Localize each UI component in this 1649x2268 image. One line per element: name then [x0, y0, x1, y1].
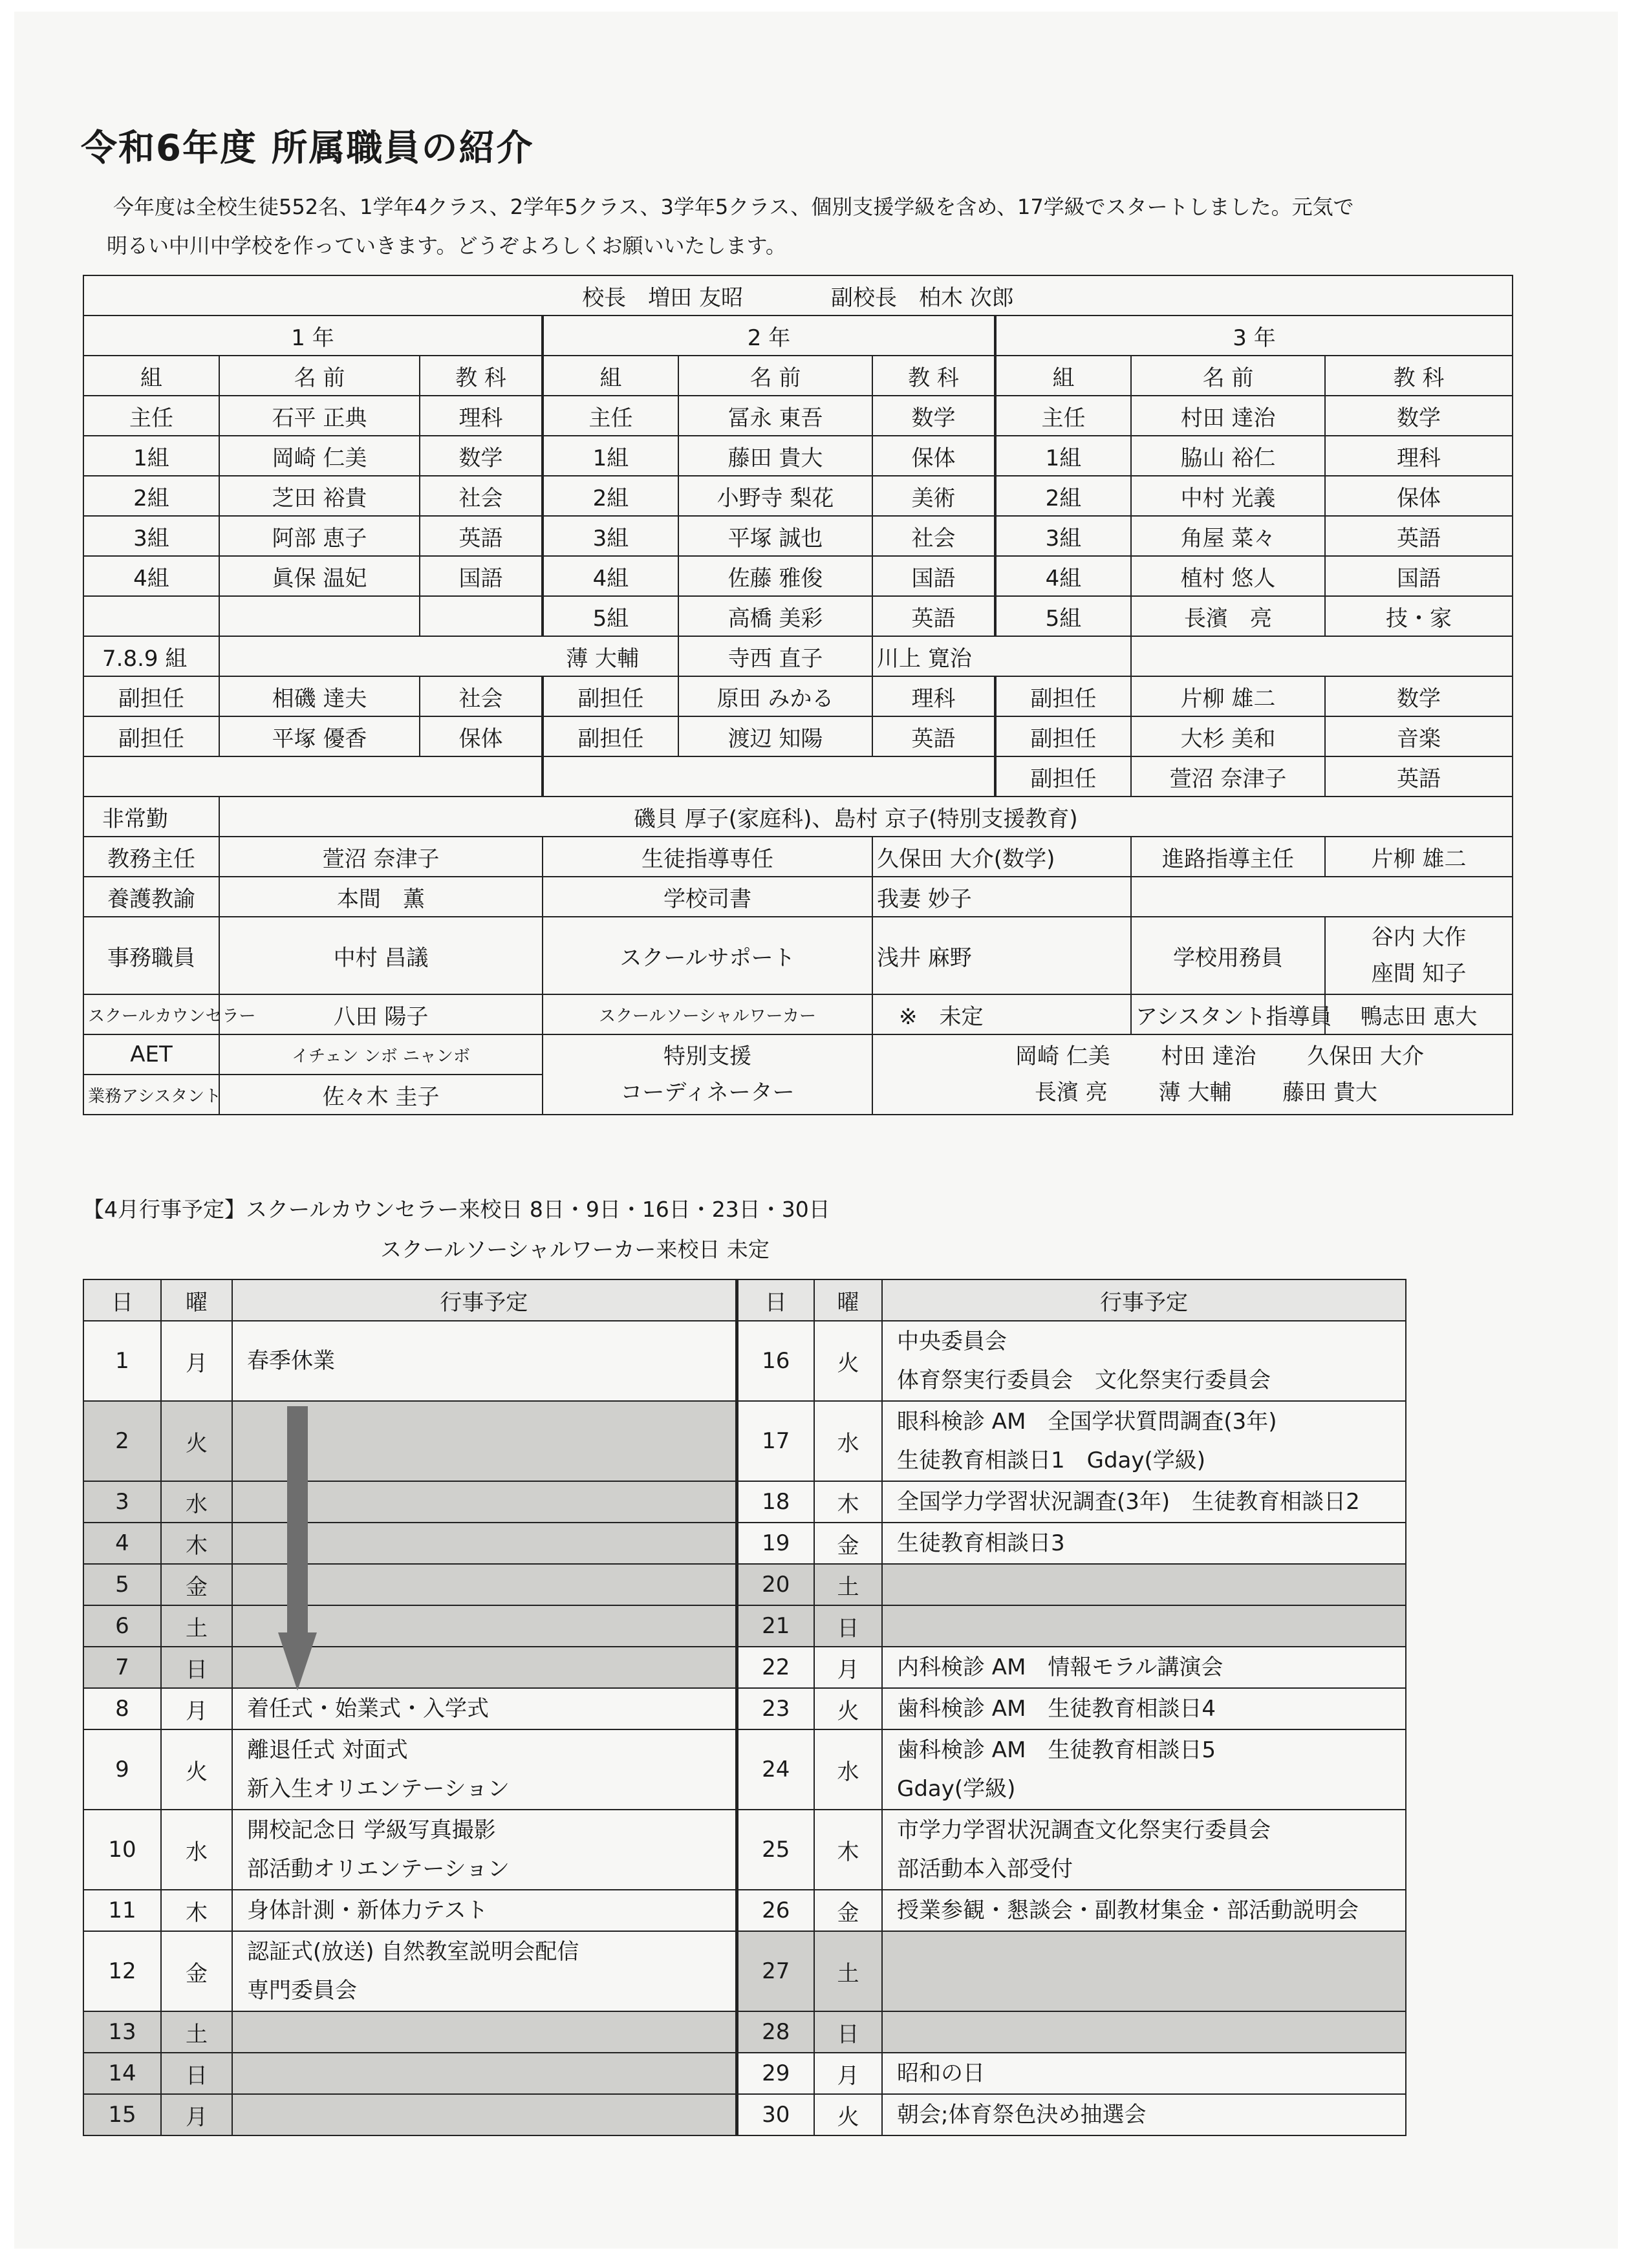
name-cell: 阿部 恵子 — [219, 516, 420, 556]
class-cell: 主任 — [995, 396, 1131, 436]
role-label: 進路指導主任 — [1131, 837, 1325, 877]
coord-label-1: 特別支援 — [663, 1043, 751, 1069]
empty-cell — [83, 756, 543, 797]
event-text: 新入生オリエンテーション — [247, 1776, 510, 1802]
empty-cell — [1131, 636, 1513, 676]
header-day: 日 — [737, 1279, 814, 1321]
event-text: 春季休業 — [247, 1348, 335, 1374]
header-weekday: 曜 — [814, 1279, 882, 1321]
col-name: 名 前 — [219, 356, 420, 396]
homeroom-row — [83, 596, 1513, 636]
event-cell — [232, 2011, 737, 2053]
event-weekday: 木 — [161, 1890, 232, 1931]
event-cell — [882, 2094, 1406, 2135]
class-cell: 副担任 — [83, 716, 219, 756]
role-label: スクールサポート — [543, 917, 872, 994]
name-cell: 脇山 裕仁 — [1131, 436, 1325, 476]
role-label — [543, 1034, 872, 1115]
event-row — [83, 2011, 1406, 2053]
event-cell — [232, 1321, 737, 1401]
event-cell — [232, 2094, 737, 2135]
class-cell: 1組 — [995, 436, 1131, 476]
role-name: イチェン ンボ ニャンボ — [219, 1034, 543, 1075]
class-cell: 主任 — [83, 396, 219, 436]
event-text: 市学力学習状況調査文化祭実行委員会 — [897, 1817, 1271, 1843]
subject-cell: 保体 — [1325, 476, 1513, 516]
role-label: スクールカウンセラー — [83, 994, 219, 1034]
grade-1-header: 1 年 — [83, 316, 543, 356]
event-text: 授業参観・懇談会・副教材集金・部活動説明会 — [897, 1898, 1359, 1923]
arrow-down-icon — [278, 1406, 317, 1691]
event-row — [83, 1810, 1406, 1890]
event-weekday: 月 — [814, 2053, 882, 2094]
class-cell: 1組 — [83, 436, 219, 476]
name-cell: 冨永 東吾 — [678, 396, 872, 436]
class-cell: 2組 — [83, 476, 219, 516]
role-row — [83, 877, 1513, 917]
role-name: 八田 陽子 — [219, 994, 543, 1034]
class-cell: 3組 — [543, 516, 678, 556]
intro-line-1: 今年度は全校生徒552名、1学年4クラス、2学年5クラス、3学年5クラス、個別支援学級を含め、17学級でスタートしました。元気で — [113, 195, 1354, 219]
name-cell: 眞保 温妃 — [219, 556, 420, 596]
homeroom-row — [83, 476, 1513, 516]
grade-2-header: 2 年 — [543, 316, 995, 356]
homeroom-row — [83, 396, 1513, 436]
event-day: 21 — [737, 1605, 814, 1647]
event-day: 28 — [737, 2011, 814, 2053]
name-cell: 芝田 裕貴 — [219, 476, 420, 516]
event-row — [83, 1890, 1406, 1931]
subject-cell: 国語 — [420, 556, 543, 596]
event-day: 3 — [83, 1481, 161, 1523]
event-text: 認証式(放送) 自然教室説明会配信 — [247, 1939, 579, 1965]
class-cell: 主任 — [543, 396, 678, 436]
class-cell — [83, 596, 219, 636]
event-weekday: 土 — [814, 1564, 882, 1605]
role-label: スクールソーシャルワーカー — [543, 994, 872, 1034]
role-name: 座間 知子 — [1371, 961, 1467, 987]
april-note-line-2: スクールソーシャルワーカー来校日 未定 — [380, 1237, 770, 1262]
event-text: 着任式・始業式・入学式 — [247, 1696, 489, 1722]
coord-name: 岡崎 仁美 — [1015, 1043, 1110, 1069]
empty-cell — [543, 756, 995, 797]
intro-text — [107, 187, 1536, 265]
event-text: 内科検診 AM 情報モラル講演会 — [897, 1654, 1223, 1680]
event-text: Gday(学級) — [897, 1776, 1016, 1802]
event-weekday: 土 — [161, 1605, 232, 1647]
class-cell: 副担任 — [83, 676, 219, 716]
class-cell: 副担任 — [995, 716, 1131, 756]
subject-cell: 英語 — [872, 596, 995, 636]
event-weekday: 土 — [814, 1931, 882, 2011]
subject-cell: 数学 — [872, 396, 995, 436]
subject-cell: 音楽 — [1325, 716, 1513, 756]
event-row — [83, 1729, 1406, 1810]
event-cell — [882, 1605, 1406, 1647]
event-text: 専門委員会 — [247, 1978, 357, 2004]
event-text: 全国学力学習状況調査(3年) 生徒教育相談日2 — [897, 1489, 1360, 1515]
event-day: 6 — [83, 1605, 161, 1647]
name-cell: 大杉 美和 — [1131, 716, 1325, 756]
event-day: 29 — [737, 2053, 814, 2094]
event-day: 13 — [83, 2011, 161, 2053]
event-weekday: 水 — [161, 1481, 232, 1523]
role-row — [83, 994, 1513, 1034]
role-name: 片柳 雄二 — [1325, 837, 1513, 877]
name-cell: 平塚 優香 — [219, 716, 420, 756]
role-label: 業務アシスタント — [83, 1075, 219, 1115]
class-cell: 3組 — [995, 516, 1131, 556]
event-cell — [882, 1890, 1406, 1931]
staff-table — [83, 275, 1513, 1115]
role-name: 谷内 大作 — [1371, 925, 1467, 950]
class-cell: 4組 — [83, 556, 219, 596]
subject-cell: 理科 — [872, 676, 995, 716]
coord-name: 薄 大輔 — [1158, 1080, 1232, 1106]
event-weekday: 火 — [814, 1321, 882, 1401]
page-title: 令和6年度 所属職員の紹介 — [81, 127, 534, 169]
class-cell: 5組 — [543, 596, 678, 636]
event-row — [83, 1321, 1406, 1401]
event-weekday: 月 — [814, 1647, 882, 1688]
parttime-label: 非常勤 — [83, 797, 219, 837]
special-class-label: 7.8.9 組 — [83, 636, 219, 676]
col-name: 名 前 — [1131, 356, 1325, 396]
role-name: 本間 薫 — [219, 877, 543, 917]
event-row — [83, 1688, 1406, 1729]
name-cell: 植村 悠人 — [1131, 556, 1325, 596]
event-cell — [232, 1890, 737, 1931]
col-subject: 教 科 — [420, 356, 543, 396]
special-teacher-1: 薄 大輔 — [219, 636, 678, 676]
event-cell — [232, 1810, 737, 1890]
coord-name: 長濱 亮 — [1035, 1080, 1108, 1106]
event-weekday: 金 — [161, 1931, 232, 2011]
role-label: AET — [83, 1034, 219, 1075]
header-plan: 行事予定 — [882, 1279, 1406, 1321]
event-cell — [882, 1931, 1406, 2011]
class-cell: 副担任 — [995, 676, 1131, 716]
class-cell: 5組 — [995, 596, 1131, 636]
april-note-line-1: 【4月行事予定】スクールカウンセラー来校日 8日・9日・16日・23日・30日 — [83, 1197, 830, 1222]
event-weekday: 水 — [814, 1401, 882, 1481]
event-weekday: 月 — [161, 1688, 232, 1729]
event-text: 歯科検診 AM 生徒教育相談日4 — [897, 1696, 1216, 1722]
event-day: 16 — [737, 1321, 814, 1401]
event-day: 7 — [83, 1647, 161, 1688]
event-weekday: 月 — [161, 1321, 232, 1401]
event-cell — [882, 1729, 1406, 1810]
event-weekday: 木 — [814, 1810, 882, 1890]
event-row — [83, 1931, 1406, 2011]
homeroom-row — [83, 436, 1513, 476]
role-label: 養護教諭 — [83, 877, 219, 917]
event-weekday: 火 — [161, 1729, 232, 1810]
event-cell — [232, 1729, 737, 1810]
name-cell: 角屋 菜々 — [1131, 516, 1325, 556]
event-cell — [882, 1564, 1406, 1605]
class-cell: 副担任 — [543, 716, 678, 756]
col-class: 組 — [995, 356, 1131, 396]
subject-cell: 英語 — [1325, 516, 1513, 556]
event-weekday: 土 — [161, 2011, 232, 2053]
name-cell: 藤田 貴大 — [678, 436, 872, 476]
event-row — [83, 2094, 1406, 2135]
event-weekday: 月 — [161, 2094, 232, 2135]
subject-cell: 美術 — [872, 476, 995, 516]
subject-cell: 保体 — [420, 716, 543, 756]
coord-name: 藤田 貴大 — [1282, 1080, 1378, 1106]
event-day: 24 — [737, 1729, 814, 1810]
role-row — [83, 917, 1513, 994]
role-name: 久保田 大介(数学) — [872, 837, 1131, 877]
event-weekday: 火 — [161, 1401, 232, 1481]
role-name: 鴨志田 恵大 — [1325, 994, 1513, 1034]
event-text: 部活動本入部受付 — [897, 1856, 1073, 1882]
sub-homeroom-row — [83, 716, 1513, 756]
event-weekday: 金 — [161, 1564, 232, 1605]
class-cell: 副担任 — [995, 756, 1131, 797]
subject-cell: 英語 — [872, 716, 995, 756]
subject-cell: 社会 — [420, 676, 543, 716]
event-day: 18 — [737, 1481, 814, 1523]
event-text: 歯科検診 AM 生徒教育相談日5 — [897, 1737, 1216, 1763]
event-text: 眼科検診 AM 全国学状質問調査(3年) — [897, 1409, 1277, 1435]
subject-cell: 理科 — [420, 396, 543, 436]
subject-cell: 社会 — [872, 516, 995, 556]
class-cell: 4組 — [995, 556, 1131, 596]
header-plan: 行事予定 — [232, 1279, 737, 1321]
event-day: 5 — [83, 1564, 161, 1605]
role-name: 中村 昌議 — [219, 917, 543, 994]
event-text: 朝会;体育祭色決め抽選会 — [897, 2102, 1147, 2128]
event-day: 9 — [83, 1729, 161, 1810]
name-cell: 平塚 誠也 — [678, 516, 872, 556]
col-name: 名 前 — [678, 356, 872, 396]
role-label: 教務主任 — [83, 837, 219, 877]
name-cell: 高橋 美彩 — [678, 596, 872, 636]
event-weekday: 金 — [814, 1890, 882, 1931]
name-cell: 長濱 亮 — [1131, 596, 1325, 636]
event-cell — [232, 2053, 737, 2094]
event-day: 4 — [83, 1523, 161, 1564]
name-cell: 中村 光義 — [1131, 476, 1325, 516]
header-day: 日 — [83, 1279, 161, 1321]
event-cell — [882, 1523, 1406, 1564]
subject-cell: 理科 — [1325, 436, 1513, 476]
name-cell: 渡辺 知陽 — [678, 716, 872, 756]
event-cell — [882, 1810, 1406, 1890]
event-text: 身体計測・新体力テスト — [247, 1898, 488, 1923]
event-text: 中央委員会 — [897, 1329, 1007, 1354]
subject-cell: 英語 — [1325, 756, 1513, 797]
col-class: 組 — [543, 356, 678, 396]
role-name: 浅井 麻野 — [872, 917, 1131, 994]
class-cell: 4組 — [543, 556, 678, 596]
grade-3-header: 3 年 — [995, 316, 1513, 356]
coord-label-2: コーディネーター — [620, 1080, 795, 1106]
event-day: 14 — [83, 2053, 161, 2094]
event-text: 部活動オリエンテーション — [247, 1856, 510, 1882]
event-cell — [232, 1931, 737, 2011]
event-day: 15 — [83, 2094, 161, 2135]
role-label: 事務職員 — [83, 917, 219, 994]
name-cell: 相磯 達夫 — [219, 676, 420, 716]
event-weekday: 金 — [814, 1523, 882, 1564]
event-cell — [882, 1647, 1406, 1688]
class-cell: 1組 — [543, 436, 678, 476]
event-day: 10 — [83, 1810, 161, 1890]
event-weekday: 日 — [814, 2011, 882, 2053]
special-teacher-3: 川上 寛治 — [872, 636, 1131, 676]
event-day: 1 — [83, 1321, 161, 1401]
event-cell — [882, 1481, 1406, 1523]
header-weekday: 曜 — [161, 1279, 232, 1321]
name-cell: 片柳 雄二 — [1131, 676, 1325, 716]
coordinator-names — [872, 1034, 1513, 1115]
event-day: 17 — [737, 1401, 814, 1481]
subject-cell — [420, 596, 543, 636]
homeroom-row — [83, 556, 1513, 596]
event-row — [83, 2053, 1406, 2094]
name-cell: 岡崎 仁美 — [219, 436, 420, 476]
event-day: 12 — [83, 1931, 161, 2011]
event-cell — [882, 1401, 1406, 1481]
col-subject: 教 科 — [1325, 356, 1513, 396]
name-cell: 石平 正典 — [219, 396, 420, 436]
special-teacher-2: 寺西 直子 — [678, 636, 872, 676]
event-cell — [882, 1321, 1406, 1401]
event-text: 昭和の日 — [897, 2060, 985, 2086]
event-weekday: 火 — [814, 2094, 882, 2135]
april-note — [83, 1190, 830, 1270]
event-weekday: 日 — [161, 2053, 232, 2094]
homeroom-row — [83, 516, 1513, 556]
event-cell — [882, 2011, 1406, 2053]
event-day: 27 — [737, 1931, 814, 2011]
role-row — [83, 1034, 1513, 1075]
role-name-pair — [1325, 917, 1513, 994]
event-day: 11 — [83, 1890, 161, 1931]
name-cell: 小野寺 梨花 — [678, 476, 872, 516]
col-subject: 教 科 — [872, 356, 995, 396]
role-name: 我妻 妙子 — [872, 877, 1131, 917]
event-day: 25 — [737, 1810, 814, 1890]
event-text: 生徒教育相談日3 — [897, 1530, 1065, 1556]
event-weekday: 日 — [161, 1647, 232, 1688]
parttime-value: 磯貝 厚子(家庭科)、島村 京子(特別支援教育) — [219, 797, 1513, 837]
event-day: 8 — [83, 1688, 161, 1729]
role-row — [83, 837, 1513, 877]
subject-cell: 国語 — [872, 556, 995, 596]
event-day: 23 — [737, 1688, 814, 1729]
parttime-row — [83, 797, 1513, 837]
intro-line-2: 明るい中川中学校を作っていきます。どうぞよろしくお願いいたします。 — [107, 233, 786, 258]
role-label: 学校用務員 — [1131, 917, 1325, 994]
event-weekday: 木 — [814, 1481, 882, 1523]
name-cell: 佐藤 雅俊 — [678, 556, 872, 596]
sub-homeroom-row — [83, 756, 1513, 797]
event-text: 生徒教育相談日1 Gday(学級) — [897, 1448, 1206, 1473]
class-cell: 3組 — [83, 516, 219, 556]
principal-row: 校長 増田 友昭 副校長 柏木 次郎 — [83, 275, 1513, 316]
event-weekday: 木 — [161, 1523, 232, 1564]
role-label: 学校司書 — [543, 877, 872, 917]
event-day: 26 — [737, 1890, 814, 1931]
class-cell: 2組 — [995, 476, 1131, 516]
event-cell — [882, 1688, 1406, 1729]
event-cell — [232, 1688, 737, 1729]
subject-cell: 英語 — [420, 516, 543, 556]
event-day: 20 — [737, 1564, 814, 1605]
subject-cell: 数学 — [420, 436, 543, 476]
subject-cell: 技・家 — [1325, 596, 1513, 636]
role-label: 生徒指導専任 — [543, 837, 872, 877]
event-cell — [882, 2053, 1406, 2094]
name-cell: 原田 みかる — [678, 676, 872, 716]
special-class-row — [83, 636, 1513, 676]
col-class: 組 — [83, 356, 219, 396]
event-day: 2 — [83, 1401, 161, 1481]
event-day: 30 — [737, 2094, 814, 2135]
name-cell: 萱沼 奈津子 — [1131, 756, 1325, 797]
name-cell: 村田 達治 — [1131, 396, 1325, 436]
role-name: ※ 未定 — [872, 994, 1131, 1034]
subject-cell: 数学 — [1325, 396, 1513, 436]
role-name: 佐々木 圭子 — [219, 1075, 543, 1115]
coord-name: 久保田 大介 — [1307, 1043, 1425, 1069]
class-cell: 副担任 — [543, 676, 678, 716]
subject-cell: 保体 — [872, 436, 995, 476]
class-cell: 2組 — [543, 476, 678, 516]
empty-cell — [1131, 877, 1513, 917]
name-cell — [219, 596, 420, 636]
event-text: 開校記念日 学級写真撮影 — [247, 1817, 496, 1843]
event-day: 22 — [737, 1647, 814, 1688]
event-text: 離退任式 対面式 — [247, 1737, 408, 1763]
coord-name: 村田 達治 — [1161, 1043, 1256, 1069]
role-name: 萱沼 奈津子 — [219, 837, 543, 877]
events-header-row — [83, 1279, 1406, 1321]
event-weekday: 水 — [814, 1729, 882, 1810]
subject-cell: 数学 — [1325, 676, 1513, 716]
event-text: 体育祭実行委員会 文化祭実行委員会 — [897, 1367, 1271, 1393]
event-weekday: 日 — [814, 1605, 882, 1647]
event-weekday: 水 — [161, 1810, 232, 1890]
event-day: 19 — [737, 1523, 814, 1564]
subject-cell: 国語 — [1325, 556, 1513, 596]
subject-cell: 社会 — [420, 476, 543, 516]
event-weekday: 火 — [814, 1688, 882, 1729]
role-label: アシスタント指導員 — [1131, 994, 1325, 1034]
sub-homeroom-row — [83, 676, 1513, 716]
